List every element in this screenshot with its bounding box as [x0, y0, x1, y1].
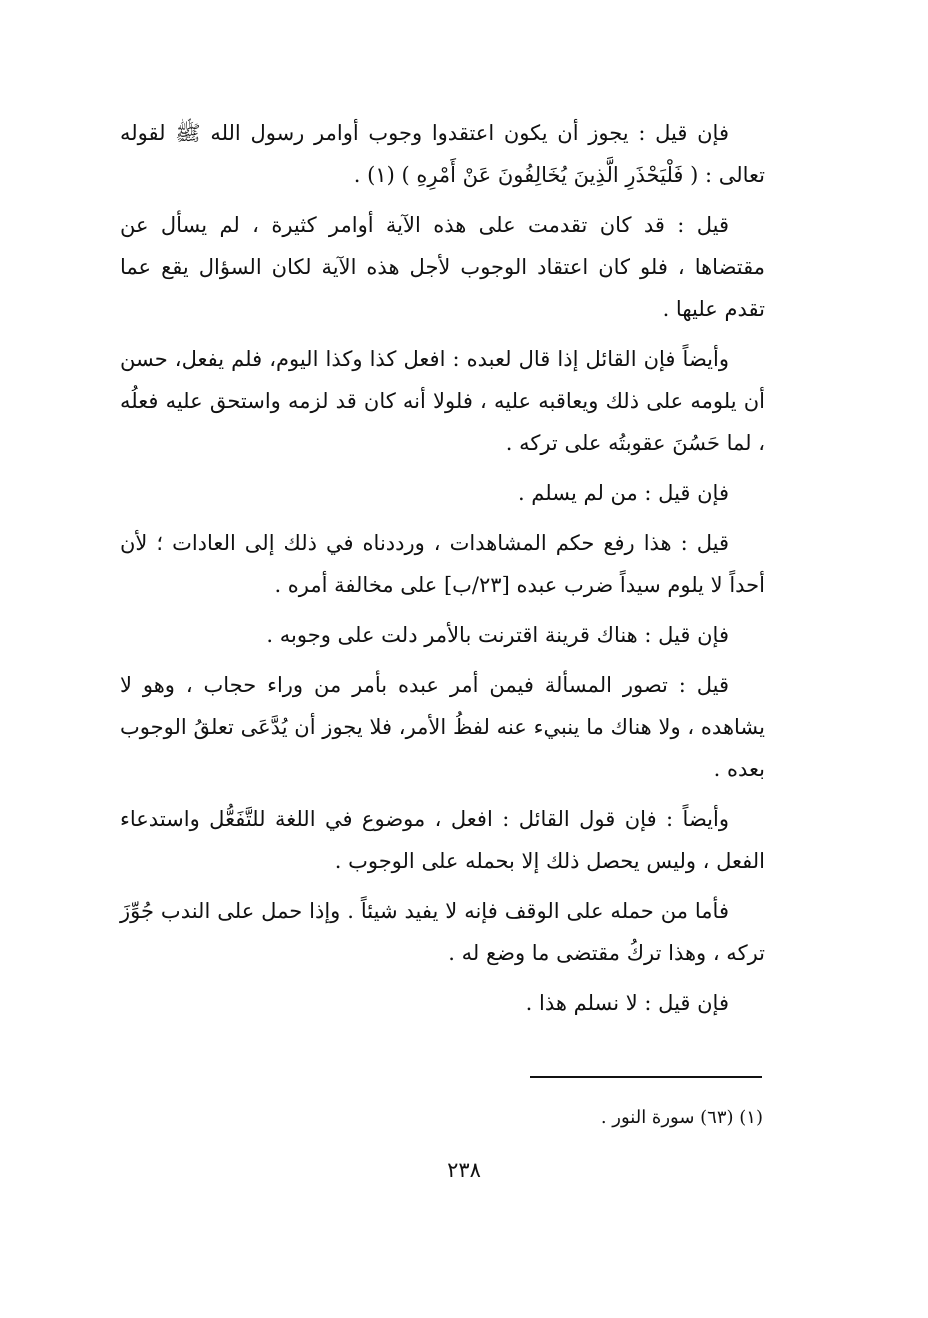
paragraph-9: فأما من حمله على الوقف فإنه لا يفيد شيئاً . وإذا حمل على الندب جُوِّزَ تركه ، وهذا تركُ مقتضى ما وضع له .: [120, 899, 765, 965]
paragraph-6: فإن قيل : هناك قرينة اقترنت بالأمر دلت على وجوبه .: [266, 623, 729, 647]
paragraph-2: قيل : قد كان تقدمت على هذه الآية أوامر كثيرة ، لم يسأل عن مقتضاها ، فلو كان اعتقاد الوجوب لأجل هذه الآية لكان السؤال يقع عما تقدم عليها .: [120, 213, 765, 321]
paragraph-3: وأيضاً فإن القائل إذا قال لعبده : افعل كذا وكذا اليوم، فلم يفعل، حسن أن يلومه على ذلك ويعاقبه عليه ، فلولا أنه كان قد لزمه واستحق عليه فعلُه ، لما حَسُنَ عقوبتُه على تركه .: [120, 347, 765, 455]
footnote-divider: [530, 1076, 762, 1078]
footnote: (١) (٦٣) سورة النور .: [600, 1107, 763, 1128]
page-body: [120, 112, 765, 1032]
paragraph-8: وأيضاً : فإن قول القائل : افعل ، موضوع في اللغة للتَّفَعُّل واستدعاء الفعل ، وليس يحصل ذلك إلا بحمله على الوجوب .: [120, 807, 765, 873]
paragraph-1: فإن قيل : يجوز أن يكون اعتقدوا وجوب أوامر رسول الله ﷺ لقوله تعالى : ( فَلْيَحْذَرِ الَّذِينَ يُخَالِفُونَ عَنْ أَمْرِهِ ) (١) .: [120, 121, 765, 187]
page-number: ٢٣٨: [447, 1158, 481, 1182]
paragraph-7: قيل : تصور المسألة فيمن أمر عبده بأمر من وراء حجاب ، وهو لا يشاهده ، ولا هناك ما ينبيء عنه لفظُ الأمر، فلا يجوز أن يُدَّعَى تعلقُ الوجوب بعده .: [120, 673, 765, 781]
paragraph-10: فإن قيل : لا نسلم هذا .: [525, 991, 729, 1015]
paragraph-4: فإن قيل : من لم يسلم .: [517, 481, 729, 505]
paragraph-5: قيل : هذا رفع حكم المشاهدات ، ورددناه في ذلك إلى العادات ؛ لأن أحداً لا يلوم سيداً ضرب عبده [٢٣/ب] على مخالفة أمره .: [120, 531, 765, 597]
